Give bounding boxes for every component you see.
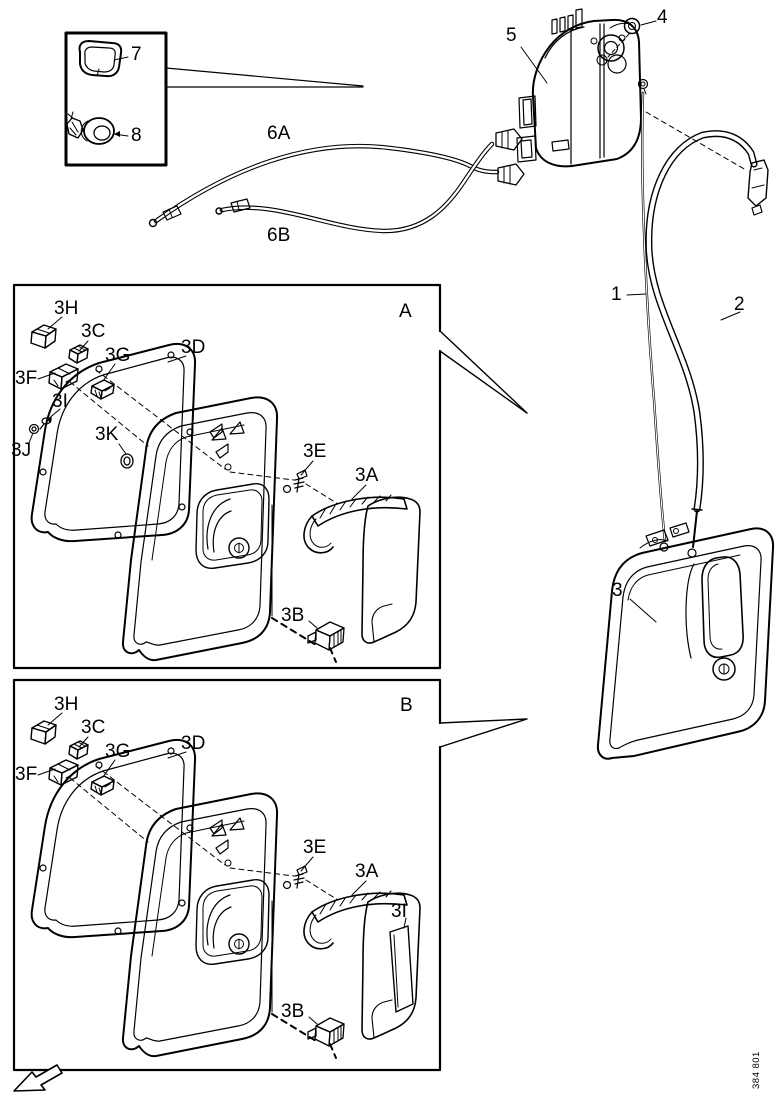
callout-a-3c: 3C: [81, 321, 106, 342]
callout-8: 8: [131, 125, 142, 146]
handle-3-art: [598, 523, 773, 759]
inset-seal-box: [66, 33, 363, 165]
inset-b-title: B: [400, 695, 413, 716]
callout-b-3a: 3A: [355, 861, 379, 882]
callout-a-3b: 3B: [281, 605, 305, 626]
callout-a-3k: 3K: [95, 424, 119, 445]
conduit-2-art: [646, 112, 768, 547]
cable-1-art: [627, 93, 665, 541]
callout-a-3d: 3D: [181, 337, 206, 358]
callout-6a: 6A: [267, 123, 291, 144]
callout-b-3g: 3G: [105, 741, 131, 762]
inset-b-art: [31, 713, 420, 1058]
grommet-8-art: [67, 112, 128, 144]
inset-a-art: [29, 317, 420, 662]
callout-b-3e: 3E: [303, 837, 327, 858]
callout-b-3f: 3F: [15, 764, 38, 785]
figure-reference-code: 384 801: [751, 1051, 762, 1089]
cable-6a-art: [150, 146, 498, 226]
callout-b-3i: 3I: [391, 901, 407, 922]
callout-3: 3: [612, 580, 623, 601]
inset-a-title: A: [399, 301, 412, 322]
latch-5-art: [496, 9, 648, 185]
callout-a-3h: 3H: [54, 298, 79, 319]
callout-a-3e: 3E: [303, 441, 327, 462]
callout-b-3d: 3D: [181, 733, 206, 754]
callout-a-3a: 3A: [355, 465, 379, 486]
callout-5: 5: [506, 25, 517, 46]
callout-2: 2: [734, 294, 745, 315]
callout-a-3j: 3J: [11, 440, 32, 461]
strip-3i-art: [390, 926, 413, 1012]
callout-b-3b: 3B: [281, 1001, 305, 1022]
seal-7-art: [79, 41, 128, 76]
callout-1: 1: [611, 284, 622, 305]
callout-a-3g: 3G: [105, 345, 131, 366]
callout-a-3f: 3F: [15, 368, 38, 389]
screw-4-art: [608, 19, 656, 58]
callout-b-3c: 3C: [81, 717, 106, 738]
callout-6b: 6B: [267, 225, 291, 246]
callout-7: 7: [131, 44, 142, 65]
callout-4: 4: [657, 7, 668, 28]
callout-a-3i: 3I: [52, 391, 68, 412]
callout-b-3h: 3H: [54, 694, 79, 715]
grommet-3k-art: [121, 454, 133, 468]
washer-3j-art: [30, 425, 39, 434]
